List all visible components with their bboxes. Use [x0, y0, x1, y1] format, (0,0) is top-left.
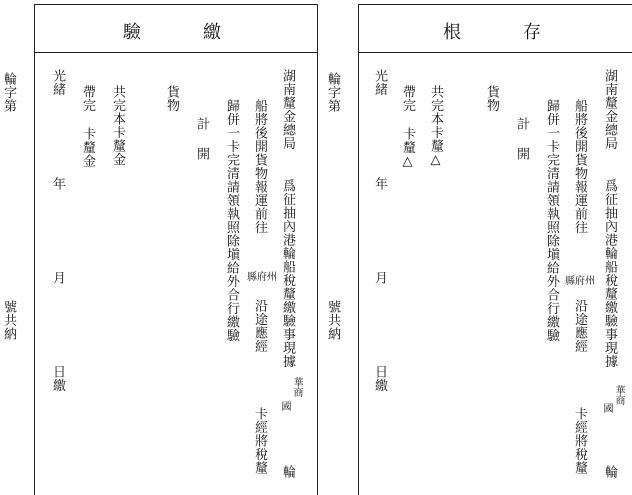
col9-text: 光緒: [50, 69, 65, 96]
col8-text-a: 帶完: [80, 85, 95, 112]
r-col8-text-a: 帶完: [400, 85, 415, 112]
r-col9-text: 光緒: [372, 69, 387, 96]
side-label-top-mid: 輪字第: [325, 72, 340, 113]
col9-day: 日繳: [50, 365, 65, 392]
left-panel-title-1: 驗: [123, 22, 141, 43]
col3-text: 歸併一卡完清請領執照除塡給外合行繳驗: [224, 99, 239, 342]
left-panel-title-2: 繳: [203, 22, 221, 43]
col2-small-note: 縣府州: [247, 272, 277, 283]
col7-text: 共完本卡釐金: [110, 85, 125, 166]
right-panel-header: [359, 5, 632, 53]
left-panel-header: [35, 5, 317, 53]
r-col1-text-top: 湖南釐金總局: [602, 69, 617, 150]
r-col1-small-note-2: 國: [601, 403, 612, 413]
side-label-bottom-mid: 號共納: [325, 300, 340, 341]
col6-text: 貨物: [164, 85, 179, 112]
r-col8-text-b: 卡釐△: [400, 127, 415, 170]
col1-small-note: 華商: [291, 377, 302, 397]
col1-small-note-2: 國: [279, 401, 290, 411]
right-panel-title-1: 根: [443, 22, 461, 43]
r-col5-text: 開: [514, 147, 529, 161]
side-label-top-left: 輪字第: [1, 72, 16, 113]
col2-text-top: 船將後開貨物報運前往: [252, 99, 267, 234]
r-col3-text: 歸併一卡完清請領執照除塡給外合行繳驗: [544, 99, 559, 342]
col2-text-low: 卡經將稅釐: [252, 407, 267, 475]
r-col4-text: 計: [514, 117, 529, 131]
r-col2-text-mid: 沿途應經: [572, 299, 587, 353]
col5-text: 開: [194, 147, 209, 161]
col9-month: 月: [50, 271, 65, 285]
r-col9-month: 月: [372, 271, 387, 285]
col8-text-b: 卡釐金: [80, 127, 95, 168]
r-col7-text: 共完本卡釐△: [428, 85, 443, 168]
r-col1-text-mid: 爲征抽內港輪船稅釐繳驗事現據: [602, 179, 617, 368]
r-col2-text-low: 卡經將稅釐: [572, 407, 587, 475]
col1-text-mid: 爲征抽內港輪船稅釐繳驗事現據: [280, 179, 295, 368]
left-receipt-panel: [34, 4, 318, 495]
col2-text-mid: 沿途應經: [252, 299, 267, 353]
right-panel-title-2: 存: [523, 22, 541, 43]
side-label-bottom-left: 號共納: [1, 300, 16, 341]
r-col2-small-note: 縣府州: [565, 276, 595, 287]
r-col2-text-top: 船將後開貨物報運前往: [572, 99, 587, 234]
r-col1-small-note: 華商: [613, 385, 624, 405]
r-col1-text-end: 輪: [602, 465, 617, 479]
col1-text-end: 輪: [280, 465, 295, 479]
r-col9-day: 日繳: [372, 365, 387, 392]
right-stub-panel: [358, 4, 632, 495]
r-col9-year: 年: [372, 177, 387, 191]
col4-text: 計: [194, 117, 209, 131]
r-col6-text: 貨物: [484, 85, 499, 112]
col1-text-top: 湖南釐金總局: [280, 69, 295, 150]
col9-year: 年: [50, 177, 65, 191]
